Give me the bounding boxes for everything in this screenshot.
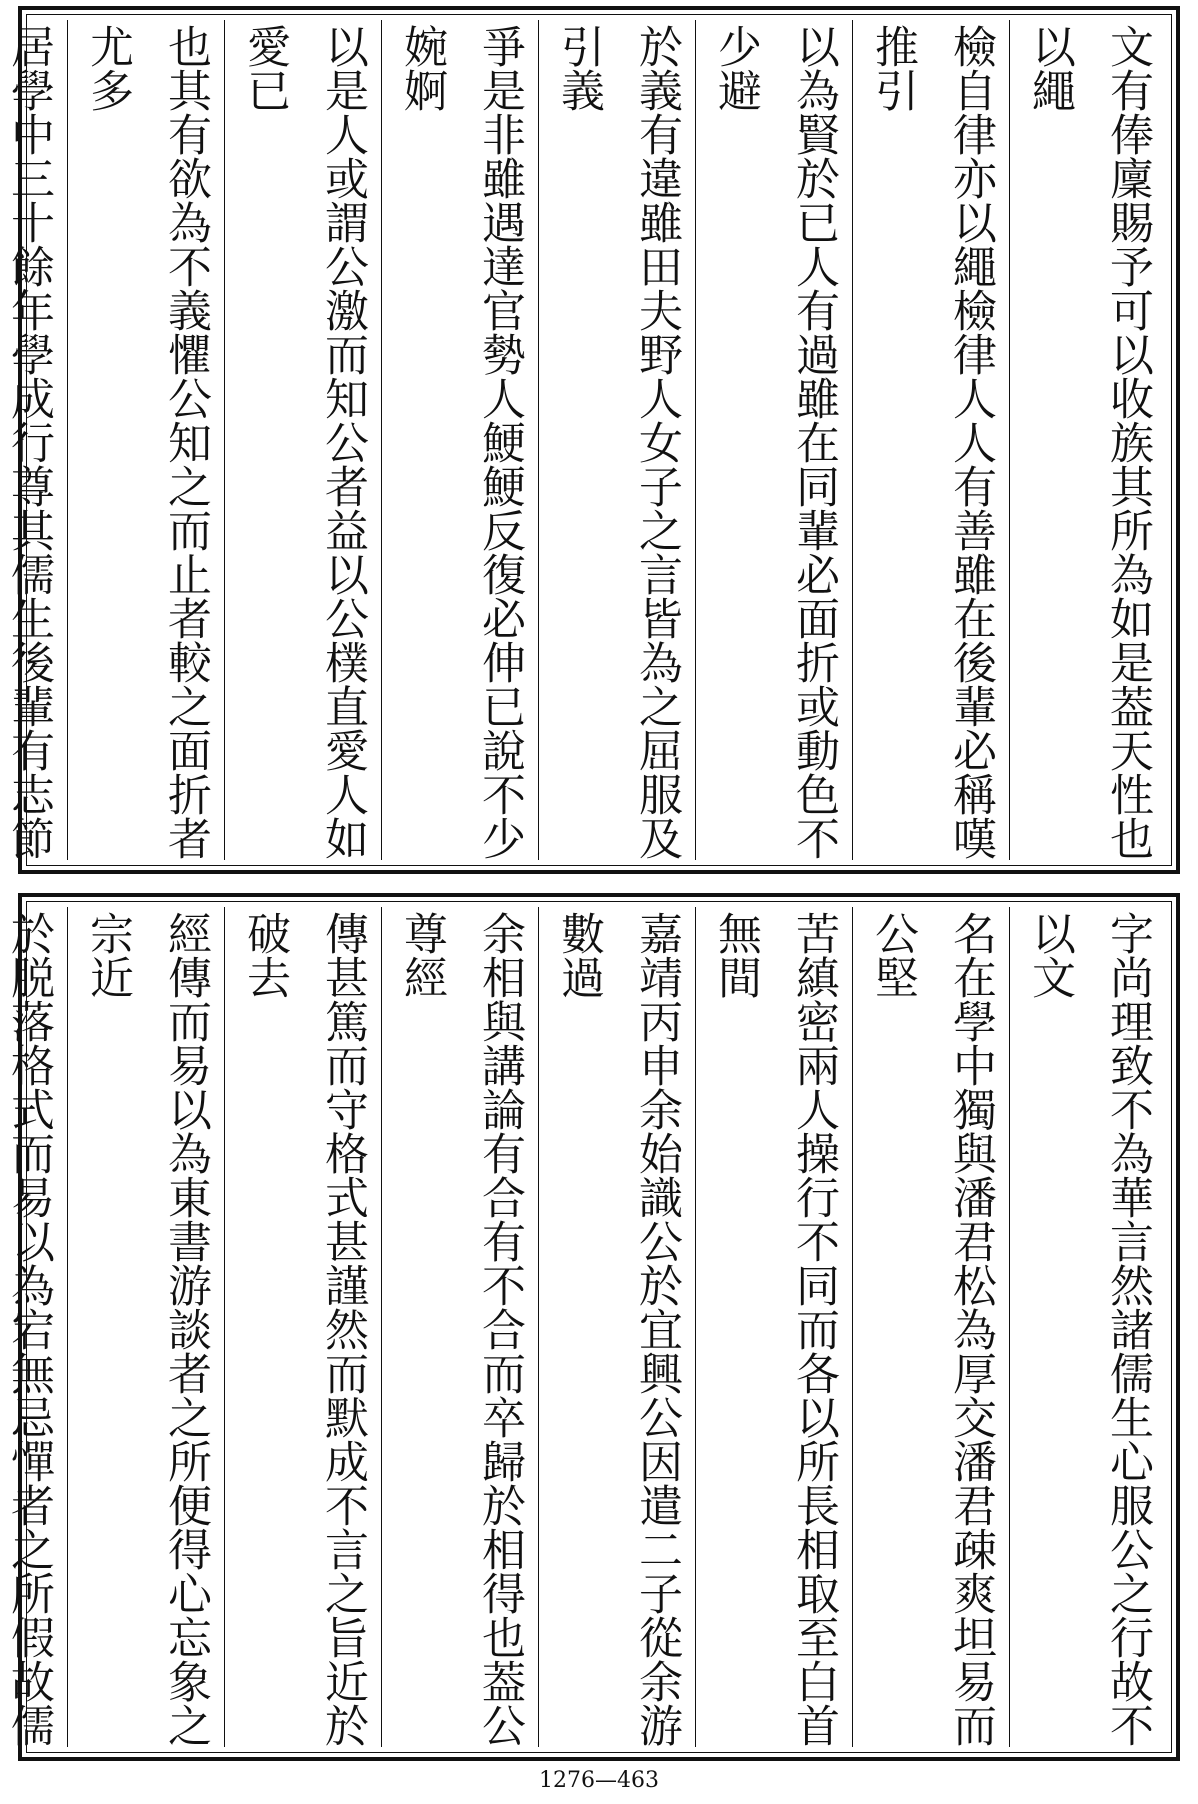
text-column: 名在學中獨與潘君松為厚交潘君疎爽坦易而公堅 (852, 907, 1009, 1747)
text-column: 於脱落格式而易以為宕無忌憚者之所假故儒 (0, 907, 67, 1747)
bottom-page (3, 893, 1180, 1761)
text-column: 於義有違雖田夫野人女子之言皆為之屈服及引義 (538, 20, 695, 860)
top-page (3, 6, 1180, 874)
text-column: 嘉靖丙申余始識公於宜興公因遣二子從余游數過 (538, 907, 695, 1747)
text-column: 居學中三十餘年學成行尊其儒生後輩有志節 (0, 20, 67, 860)
text-column: 以為賢於已人有過雖在同輩必面折或動色不少避 (695, 20, 852, 860)
text-column: 苦縝密兩人操行不同而各以所長相取至白首無間 (695, 907, 852, 1747)
text-column: 文有俸廩賜予可以收族其所為如是葢天性也以繩 (1009, 20, 1166, 860)
text-column: 檢自律亦以繩檢律人人有善雖在後輩必稱嘆推引 (852, 20, 1009, 860)
catalog-number: 1276—463 (539, 1768, 659, 1793)
text-column: 以是人或謂公激而知公者益以公樸直愛人如愛已 (224, 20, 381, 860)
text-column: 也其有欲為不義懼公知之而止者較之面折者尤多 (67, 20, 224, 860)
text-column: 爭是非雖遇達官勢人鯁鯁反復必伸已說不少婉婀 (381, 20, 538, 860)
text-column: 字尚理致不為華言然諸儒生心服公之行故不以文 (1009, 907, 1166, 1747)
text-column: 余相與講論有合有不合而卒歸於相得也葢公尊經 (381, 907, 538, 1747)
text-column: 經傳而易以為東書游談者之所便得心忘象之宗近 (67, 907, 224, 1747)
text-column: 傳甚篤而守格式甚謹然而默成不言之旨近於破去 (224, 907, 381, 1747)
